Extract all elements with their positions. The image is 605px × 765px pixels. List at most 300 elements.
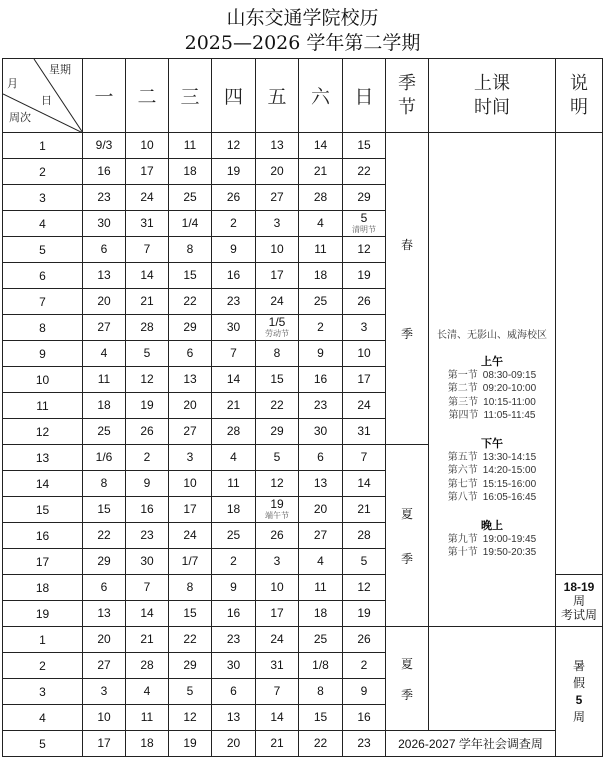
week-number-cell: 18 — [3, 575, 83, 601]
day-number: 30 — [313, 424, 328, 438]
day-cell — [169, 159, 212, 185]
day-number: 3 — [186, 450, 194, 464]
slot-time: 19:50-20:35 — [482, 547, 537, 558]
day-cell — [169, 263, 212, 289]
day-number: 31 — [270, 658, 284, 672]
day-cell — [126, 549, 169, 575]
day-number: 17 — [140, 164, 154, 178]
day-cell — [299, 731, 343, 757]
day-number: 30 — [226, 320, 241, 334]
day-cell — [169, 341, 212, 367]
day-cell — [126, 575, 169, 601]
day-cell — [212, 627, 256, 653]
class-slot — [429, 491, 555, 505]
day-cell — [343, 185, 386, 211]
day-number: 13 — [183, 372, 197, 386]
day-number: 30 — [226, 658, 241, 672]
day-cell — [343, 159, 386, 185]
day-cell — [83, 731, 126, 757]
day-cell — [343, 315, 386, 341]
day-cell — [126, 289, 169, 315]
day-number: 9/3 — [95, 138, 113, 152]
day-cell — [212, 289, 256, 315]
day-number: 10 — [97, 710, 111, 724]
day-number: 5 — [360, 211, 368, 225]
day-cell — [343, 731, 386, 757]
day-number: 14 — [140, 268, 154, 282]
day-cell — [83, 263, 126, 289]
week-number-cell: 4 — [3, 705, 83, 731]
day-number: 18 — [140, 736, 154, 750]
day-cell — [299, 133, 343, 159]
week-number-cell: 3 — [3, 185, 83, 211]
day-number: 3 — [360, 320, 368, 334]
day-cell — [256, 341, 299, 367]
day-cell — [256, 211, 299, 237]
day-cell — [299, 627, 343, 653]
day-cell — [212, 211, 256, 237]
season-spring-cell — [386, 133, 429, 445]
day-number: 1/5 — [268, 315, 286, 329]
calendar-table — [2, 58, 603, 757]
page-subtitle: 2025—2026 学年第二学期 — [184, 32, 421, 54]
day-number: 19 — [270, 497, 284, 511]
day-number: 22 — [97, 528, 111, 542]
day-number: 17 — [270, 268, 284, 282]
day-number: 14 — [226, 372, 241, 386]
day-cell — [212, 601, 256, 627]
day-number: 10 — [183, 476, 197, 490]
week-number-cell: 2 — [3, 159, 83, 185]
day-number: 15 — [97, 502, 111, 516]
day-number: 23 — [226, 294, 241, 308]
day-number: 17 — [357, 372, 371, 386]
day-cell — [126, 315, 169, 341]
slot-name: 第四节 — [448, 410, 479, 421]
day-number: 28 — [313, 190, 328, 204]
day-number: 9 — [360, 684, 368, 698]
season-char: 夏 — [400, 506, 413, 521]
header-row — [3, 59, 603, 133]
day-cell — [83, 159, 126, 185]
day-cell — [343, 263, 386, 289]
day-number: 14 — [357, 476, 371, 490]
period-label-morning: 上午 — [481, 354, 503, 368]
slot-name: 第七节 — [447, 478, 478, 490]
day-cell — [212, 497, 256, 523]
day-number: 13 — [270, 138, 284, 152]
week-number-cell: 16 — [3, 523, 83, 549]
day-number: 6 — [317, 450, 324, 464]
day-cell — [126, 523, 169, 549]
day-cell — [83, 237, 126, 263]
day-cell — [126, 627, 169, 653]
weekday-header-sat: 六 — [299, 59, 343, 133]
day-number: 20 — [226, 736, 241, 750]
day-number: 25 — [226, 528, 241, 542]
slot-time: 13:30-14:15 — [482, 451, 537, 463]
day-number: 10 — [357, 346, 371, 360]
day-number: 1/8 — [312, 658, 329, 672]
day-cell — [343, 549, 386, 575]
day-number: 21 — [140, 632, 154, 646]
day-cell — [83, 575, 126, 601]
day-cell — [83, 653, 126, 679]
day-cell — [299, 679, 343, 705]
slot-time: 19:00-19:45 — [482, 533, 537, 545]
day-cell — [83, 549, 126, 575]
day-cell — [212, 523, 256, 549]
day-cell — [299, 211, 343, 237]
day-cell — [256, 185, 299, 211]
day-cell — [299, 315, 343, 341]
exam-week-unit: 周 — [572, 593, 585, 608]
day-number: 27 — [97, 320, 111, 334]
class-slot — [429, 382, 555, 396]
holiday-label: 劳动节 — [265, 329, 289, 338]
day-number: 24 — [140, 190, 154, 204]
day-number: 10 — [270, 580, 284, 594]
day-cell — [169, 367, 212, 393]
campus-label: 长清、无影山、威海校区 — [437, 329, 547, 341]
day-number: 15 — [183, 606, 197, 620]
day-cell — [343, 575, 386, 601]
day-cell — [169, 289, 212, 315]
day-number: 2 — [360, 658, 368, 672]
day-number: 2 — [317, 320, 324, 334]
slot-time: 08:30-09:15 — [482, 369, 537, 381]
day-cell — [83, 627, 126, 653]
day-cell — [212, 185, 256, 211]
day-number: 7 — [143, 580, 151, 594]
day-cell — [126, 705, 169, 731]
day-cell — [126, 237, 169, 263]
day-number: 20 — [270, 164, 284, 178]
day-cell — [343, 679, 386, 705]
day-number: 29 — [270, 424, 284, 438]
day-number: 8 — [273, 346, 281, 360]
day-number: 18 — [226, 502, 241, 516]
slot-name: 第五节 — [447, 451, 478, 463]
day-number: 13 — [97, 606, 111, 620]
day-number: 29 — [97, 554, 111, 568]
day-cell — [169, 575, 212, 601]
day-cell — [126, 653, 169, 679]
day-cell — [212, 367, 256, 393]
day-number: 7 — [230, 346, 237, 360]
day-number: 16 — [97, 164, 111, 178]
day-number: 12 — [226, 138, 241, 152]
day-number: 14 — [270, 710, 284, 724]
notes-header — [556, 59, 603, 133]
day-cell — [343, 523, 386, 549]
day-number: 5 — [273, 450, 281, 464]
season-char: 季 — [400, 326, 413, 341]
vacation-char: 暑 — [572, 658, 585, 673]
class-slot — [429, 546, 555, 560]
season-char: 季 — [400, 687, 413, 702]
day-number: 12 — [140, 372, 154, 386]
slot-time: 09:20-10:00 — [482, 383, 537, 394]
week-number-axis-label: 周次 — [9, 111, 31, 124]
class-slot — [429, 478, 555, 492]
day-number: 18 — [97, 398, 111, 412]
day-number: 18 — [313, 606, 328, 620]
period-label-evening: 晚上 — [481, 518, 503, 532]
day-number: 15 — [270, 372, 284, 386]
day-cell — [169, 627, 212, 653]
day-cell — [299, 185, 343, 211]
day-number: 4 — [143, 684, 151, 698]
day-cell — [126, 133, 169, 159]
day-cell — [343, 289, 386, 315]
day-number: 19 — [357, 606, 371, 620]
day-cell — [169, 653, 212, 679]
day-number: 15 — [183, 268, 197, 282]
day-number: 22 — [183, 632, 197, 646]
vacation-unit: 周 — [572, 709, 585, 724]
day-cell — [169, 133, 212, 159]
vacation-weeks: 5 — [575, 692, 583, 707]
notes-blank-cell — [556, 133, 603, 575]
day-number: 24 — [183, 528, 197, 542]
day-number: 25 — [313, 294, 328, 308]
day-number: 18 — [313, 268, 328, 282]
day-number: 13 — [226, 710, 241, 724]
day-number: 10 — [270, 242, 284, 256]
day-number: 21 — [226, 398, 241, 412]
day-cell — [83, 601, 126, 627]
day-number: 6 — [186, 346, 194, 360]
slot-name: 第八节 — [447, 492, 478, 503]
day-number: 7 — [273, 684, 281, 698]
day-cell — [212, 419, 256, 445]
week-number-cell: 8 — [3, 315, 83, 341]
day-cell — [169, 237, 212, 263]
day-cell — [343, 211, 386, 237]
day-number: 20 — [313, 502, 328, 516]
day-number: 6 — [230, 684, 237, 698]
day-cell — [343, 133, 386, 159]
day-cell — [256, 263, 299, 289]
day-cell — [256, 601, 299, 627]
day-number: 18 — [183, 164, 197, 178]
day-number: 9 — [230, 580, 237, 594]
day-cell — [343, 445, 386, 471]
day-cell — [299, 289, 343, 315]
day-cell — [256, 627, 299, 653]
page-title: 山东交通学院校历 — [226, 7, 379, 29]
day-number: 11 — [183, 138, 197, 152]
day-number: 13 — [97, 268, 111, 282]
day-cell — [256, 471, 299, 497]
day-cell — [126, 471, 169, 497]
week-number-cell: 6 — [3, 263, 83, 289]
day-cell — [256, 497, 299, 523]
slot-name: 第一节 — [447, 369, 478, 381]
weekday-header-tue: 二 — [126, 59, 169, 133]
week-number-cell: 11 — [3, 393, 83, 419]
day-number: 28 — [140, 320, 154, 334]
summer-vacation-note — [556, 627, 603, 757]
day-number: 12 — [357, 580, 371, 594]
day-number: 25 — [313, 632, 328, 646]
day-number: 29 — [357, 190, 371, 204]
day-cell — [256, 133, 299, 159]
day-cell — [212, 263, 256, 289]
season-header — [386, 59, 429, 133]
day-cell — [299, 653, 343, 679]
holiday-label: 清明节 — [352, 225, 376, 234]
week-number-cell: 1 — [3, 627, 83, 653]
day-cell — [83, 341, 126, 367]
day-number: 12 — [183, 710, 197, 724]
day-number: 19 — [226, 164, 241, 178]
day-number: 30 — [97, 216, 111, 230]
day-cell — [343, 497, 386, 523]
slot-name: 第九节 — [447, 533, 478, 545]
day-cell — [83, 705, 126, 731]
week-number-cell: 14 — [3, 471, 83, 497]
day-number: 2 — [143, 450, 151, 464]
day-cell — [343, 705, 386, 731]
day-cell — [169, 497, 212, 523]
day-cell — [299, 367, 343, 393]
day-number: 17 — [270, 606, 284, 620]
day-cell — [169, 549, 212, 575]
day-number: 20 — [97, 294, 111, 308]
day-number: 2 — [230, 554, 237, 568]
day-number: 3 — [273, 216, 281, 230]
day-number: 9 — [230, 242, 237, 256]
day-number: 27 — [183, 424, 197, 438]
day-cell — [256, 419, 299, 445]
day-number: 28 — [357, 528, 371, 542]
day-number: 26 — [357, 294, 371, 308]
day-cell — [126, 367, 169, 393]
day-cell — [83, 315, 126, 341]
day-number: 15 — [357, 138, 371, 152]
week-number-cell: 2 — [3, 653, 83, 679]
day-cell — [126, 445, 169, 471]
day-cell — [169, 705, 212, 731]
day-cell — [83, 133, 126, 159]
spacer — [429, 505, 555, 517]
day-number: 29 — [183, 658, 197, 672]
day-number: 16 — [226, 606, 241, 620]
day-cell — [83, 393, 126, 419]
day-number: 15 — [313, 710, 328, 724]
holiday-label: 端午节 — [265, 511, 289, 520]
day-cell — [299, 393, 343, 419]
day-number: 27 — [313, 528, 328, 542]
day-cell — [83, 523, 126, 549]
day-cell — [83, 497, 126, 523]
weekday-header-mon: 一 — [83, 59, 126, 133]
day-number: 11 — [314, 242, 327, 256]
day-number: 1/7 — [181, 554, 199, 568]
day-number: 12 — [357, 242, 371, 256]
slot-time: 11:05-11:45 — [483, 410, 536, 421]
slot-time: 14:20-15:00 — [482, 465, 537, 476]
day-cell — [169, 393, 212, 419]
day-number: 8 — [186, 242, 194, 256]
class-slot — [429, 409, 555, 423]
week-number-cell: 12 — [3, 419, 83, 445]
day-number: 27 — [270, 190, 284, 204]
day-cell — [299, 445, 343, 471]
day-cell — [169, 419, 212, 445]
day-number: 24 — [270, 294, 284, 308]
day-cell — [83, 367, 126, 393]
day-cell — [212, 237, 256, 263]
day-number: 31 — [357, 424, 371, 438]
day-number: 19 — [357, 268, 371, 282]
day-cell — [126, 731, 169, 757]
day-number: 16 — [313, 372, 328, 386]
slot-time: 16:05-16:45 — [482, 492, 537, 503]
day-cell — [256, 705, 299, 731]
day-cell — [256, 367, 299, 393]
period-label-afternoon: 下午 — [481, 436, 503, 450]
schedule-blank-cell — [429, 627, 556, 731]
week-number-cell: 17 — [3, 549, 83, 575]
day-cell — [212, 705, 256, 731]
season-header-line2: 节 — [398, 96, 416, 118]
day-number: 16 — [357, 710, 371, 724]
day-number: 31 — [140, 216, 154, 230]
day-cell — [299, 523, 343, 549]
day-number: 26 — [226, 190, 241, 204]
week-number-cell: 1 — [3, 133, 83, 159]
day-number: 20 — [97, 632, 111, 646]
day-cell — [299, 419, 343, 445]
day-number: 11 — [140, 710, 154, 724]
day-cell — [212, 341, 256, 367]
weekday-header-wed: 三 — [169, 59, 212, 133]
day-cell — [299, 549, 343, 575]
slot-name: 第六节 — [447, 465, 478, 476]
day-cell — [256, 523, 299, 549]
slot-name: 第二节 — [447, 383, 478, 394]
day-cell — [343, 653, 386, 679]
class-time-header — [429, 59, 556, 133]
day-cell — [212, 445, 256, 471]
notes-header-line2: 明 — [570, 96, 588, 118]
day-cell — [299, 237, 343, 263]
day-cell — [256, 679, 299, 705]
day-cell — [83, 419, 126, 445]
day-number: 22 — [183, 294, 197, 308]
day-number: 22 — [313, 736, 328, 750]
day-cell — [256, 289, 299, 315]
day-cell — [126, 601, 169, 627]
day-cell — [343, 237, 386, 263]
day-cell — [169, 731, 212, 757]
day-cell — [343, 419, 386, 445]
day-number: 5 — [186, 684, 194, 698]
day-cell — [256, 549, 299, 575]
day-number: 23 — [357, 736, 371, 750]
day-cell — [212, 679, 256, 705]
weekday-axis-label: 星期 — [49, 63, 71, 76]
weekday-header-thu: 四 — [212, 59, 256, 133]
day-number: 5 — [360, 554, 368, 568]
season-header-line1: 季 — [398, 72, 416, 94]
day-number: 1/6 — [95, 450, 113, 464]
day-cell — [212, 315, 256, 341]
weekday-header-fri: 五 — [256, 59, 299, 133]
